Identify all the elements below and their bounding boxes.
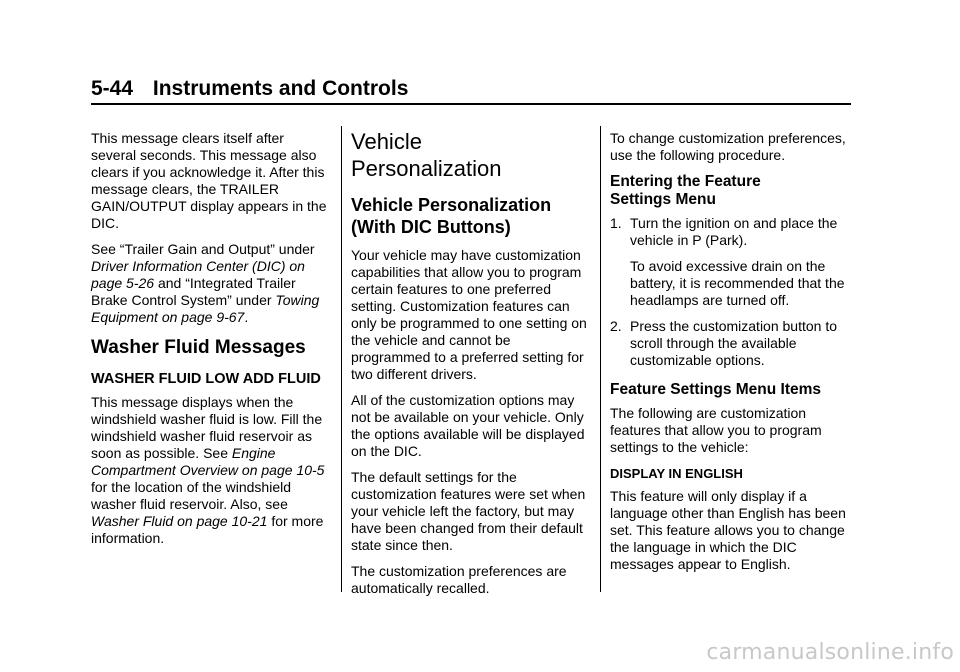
entering-heading-line2: Settings Menu: [610, 191, 716, 208]
step-1-note: To avoid excessive drain on the battery, it is recommended that the headlamps are turned off.: [630, 258, 845, 308]
washer-fluid-paragraph: [91, 394, 329, 547]
vehicle-personalization-heading: [351, 128, 591, 182]
watermark: carmanualsonline.info: [706, 640, 954, 665]
recalled-paragraph: The customization preferences are automatically recalled.: [351, 563, 567, 596]
trailer-message-paragraph: This message clears itself after several seconds. This message also clears if you acknowledge it. After this message clears, the TRAILER GAIN/OUTPUT display appears in the DIC.: [91, 130, 327, 231]
section-title: Instruments and Controls: [152, 77, 409, 100]
see-also-paragraph: [91, 241, 329, 326]
washer-text-c: for more information.: [91, 513, 324, 546]
vp-dic-heading-line1: Vehicle Personalization: [351, 195, 552, 215]
display-in-english-label: DISPLAY IN ENGLISH: [610, 466, 743, 481]
washer-fluid-link[interactable]: Washer Fluid on page 10-21: [91, 513, 268, 529]
vp-heading-line1: Vehicle: [351, 129, 422, 154]
engine-compartment-link[interactable]: Engine Compartment Overview on page 10-5: [91, 445, 325, 478]
column-2: [351, 130, 591, 606]
step-2-number: 2.: [610, 318, 622, 334]
step-2: [610, 318, 852, 369]
towing-page-link[interactable]: Towing Equipment on page 9-67: [91, 292, 320, 325]
see-text-b: and “Integrated Trailer Brake Control System” under: [91, 275, 296, 308]
column-1: [91, 130, 329, 556]
entering-heading-line1: Entering the Feature: [610, 173, 761, 190]
entering-menu-heading: [610, 173, 852, 209]
washer-text-a: This message displays when the windshield washer fluid is low. Fill the windshield washer fluid reservoir as soon as possible. See: [91, 394, 323, 461]
header-rule: [91, 103, 851, 105]
washer-text-b: for the location of the windshield washer fluid reservoir. Also, see: [91, 479, 292, 512]
feature-menu-items-heading: Feature Settings Menu Items: [610, 381, 822, 398]
washer-fluid-heading: Washer Fluid Messages: [91, 337, 306, 358]
see-text-c: .: [244, 309, 249, 325]
washer-fluid-low-heading: WASHER FLUID LOW ADD FLUID: [91, 371, 321, 387]
customization-capabilities-paragraph: Your vehicle may have customization capabilities that allow you to program certain features to one preferred setting. Customization features can only be programmed to one setting on the vehicle and cannot be programmed to a preferred setting for two different drivers.: [351, 247, 587, 382]
step-1-number: 1.: [610, 215, 622, 231]
default-settings-paragraph: The default settings for the customization features were set when your vehicle left the factory, but may have been changed from their default state since then.: [351, 469, 586, 553]
step-1-text: Turn the ignition on and place the vehicle in P (Park).: [630, 215, 838, 248]
vp-dic-heading-line2: (With DIC Buttons): [351, 217, 511, 237]
see-text-a: See “Trailer Gain and Output” under: [91, 241, 315, 257]
vp-heading-line2: Personalization: [351, 156, 502, 181]
column-divider-2: [600, 126, 601, 592]
step-1: [610, 215, 852, 309]
dic-page-link[interactable]: Driver Information Center (DIC) on page 5-26: [91, 258, 305, 291]
vp-dic-buttons-heading: [351, 194, 591, 238]
display-english-paragraph: This feature will only display if a language other than English has been set. This feature allows you to change the language in which the DIC messages appear to English.: [610, 488, 846, 572]
page-header: [91, 76, 851, 102]
page-number: 5-44: [91, 77, 134, 100]
options-availability-paragraph: All of the customization options may not be available on your vehicle. Only the options available will be displayed on the DIC.: [351, 392, 585, 459]
features-intro-paragraph: The following are customization features that allow you to program settings to the vehicle:: [610, 405, 822, 455]
step-2-text: Press the customization button to scroll through the available customizable options.: [630, 318, 837, 368]
column-3: [610, 130, 852, 582]
change-preferences-paragraph: To change customization preferences, use the following procedure.: [610, 130, 846, 163]
column-divider-1: [341, 126, 342, 592]
